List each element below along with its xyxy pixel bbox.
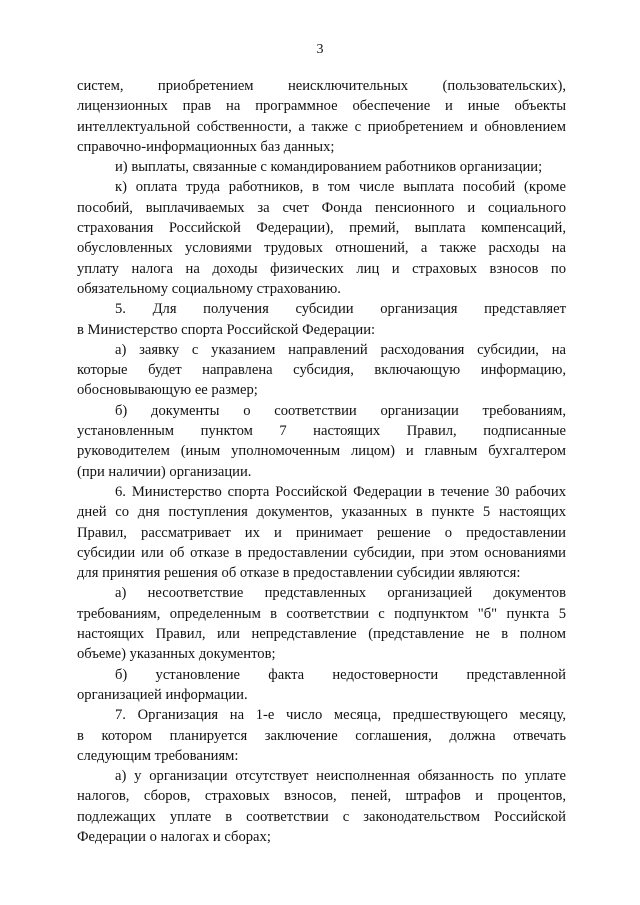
- text-line: в котором планируется заключение соглашения, должна отвечать: [77, 727, 566, 744]
- text-line: обусловленных условиями трудовых отношений, а также расходы на: [77, 240, 566, 257]
- paragraph-6-item-b: [77, 665, 566, 706]
- text-line: уплату налога на доходы физических лиц и страховых взносов по: [77, 260, 566, 277]
- paragraph-7-item-a: [77, 766, 566, 847]
- text-line: обосновывающую ее размер;: [77, 382, 258, 399]
- text-line: интеллектуальной собственности, а также с приобретением и обновлением: [77, 118, 566, 135]
- text-line: систем, приобретением неисключительных (пользовательских),: [77, 78, 566, 94]
- text-line: установленным пунктом 7 настоящих Правил, подписанные: [77, 423, 566, 440]
- text-line: Правил, рассматривает их и принимает решение о предоставлении: [77, 524, 566, 541]
- text-line: страхования Российской Федерации), премий, выплата компенсаций,: [77, 220, 566, 237]
- text-line: объеме) указанных документов;: [77, 646, 276, 663]
- paragraph-5: [77, 299, 566, 340]
- paragraph-5-item-a: [77, 340, 566, 401]
- text-line: и) выплаты, связанные с командированием работников организации;: [115, 159, 543, 176]
- paragraph-7: [77, 705, 566, 766]
- text-line: организацией информации.: [77, 686, 248, 703]
- text-line: к) оплата труда работников, в том числе выплата пособий (кроме: [115, 179, 566, 196]
- paragraph-5-item-b: [77, 401, 566, 482]
- text-line: требованиям, определенным в соответствии с подпунктом "б" пункта 5: [77, 605, 566, 622]
- text-line: следующим требованиям:: [77, 747, 239, 764]
- text-line: руководителем (иным уполномоченным лицом) и главным бухгалтером: [77, 443, 566, 460]
- text-line: 6. Министерство спорта Российской Федерации в течение 30 рабочих: [115, 483, 566, 500]
- text-line: 5. Для получения субсидии организация представляет: [115, 301, 566, 318]
- text-line: обязательному социальному страхованию.: [77, 280, 341, 297]
- text-line: для принятия решения об отказе в предоставлении субсидии являются:: [77, 565, 521, 582]
- paragraph-6-item-a: [77, 583, 566, 664]
- text-line: которые будет направлена субсидия, включающую информацию,: [77, 362, 566, 379]
- document-body: [77, 76, 566, 847]
- text-line: 7. Организация на 1-е число месяца, предшествующего месяцу,: [115, 707, 566, 724]
- text-line: б) документы о соответствии организации требованиям,: [115, 402, 566, 419]
- text-line: подлежащих уплате в соответствии с законодательством Российской: [77, 808, 566, 825]
- text-line: налогов, сборов, страховых взносов, пеней, штрафов и процентов,: [77, 788, 566, 805]
- paragraph-6: [77, 482, 566, 583]
- text-line: б) установление факта недостоверности представленной: [115, 666, 566, 683]
- text-line: а) несоответствие представленных организацией документов: [115, 585, 566, 602]
- text-line: а) заявку с указанием направлений расходования субсидии, на: [115, 341, 566, 358]
- text-line: субсидии или об отказе в предоставлении субсидии, при этом основаниями: [77, 544, 566, 561]
- text-line: лицензионных прав на программное обеспечение и иные объекты: [77, 98, 566, 115]
- text-line: (при наличии) организации.: [77, 463, 252, 480]
- text-line: справочно-информационных баз данных;: [77, 138, 335, 155]
- paragraph-item-i: [77, 157, 566, 177]
- text-line: в Министерство спорта Российской Федерации:: [77, 321, 376, 338]
- text-line: Федерации о налогах и сборах;: [77, 828, 271, 845]
- text-line: дней со дня поступления документов, указанных в пункте 5 настоящих: [77, 504, 566, 521]
- paragraph-item-k: [77, 177, 566, 299]
- text-line: настоящих Правил, или непредставление (представление не в полном: [77, 626, 566, 643]
- page-number: 3: [316, 42, 324, 57]
- text-line: а) у организации отсутствует неисполненная обязанность по уплате: [115, 768, 566, 785]
- text-line: пособий, выплачиваемых за счет Фонда пенсионного и социального: [77, 199, 566, 216]
- paragraph-continuation: [77, 76, 566, 157]
